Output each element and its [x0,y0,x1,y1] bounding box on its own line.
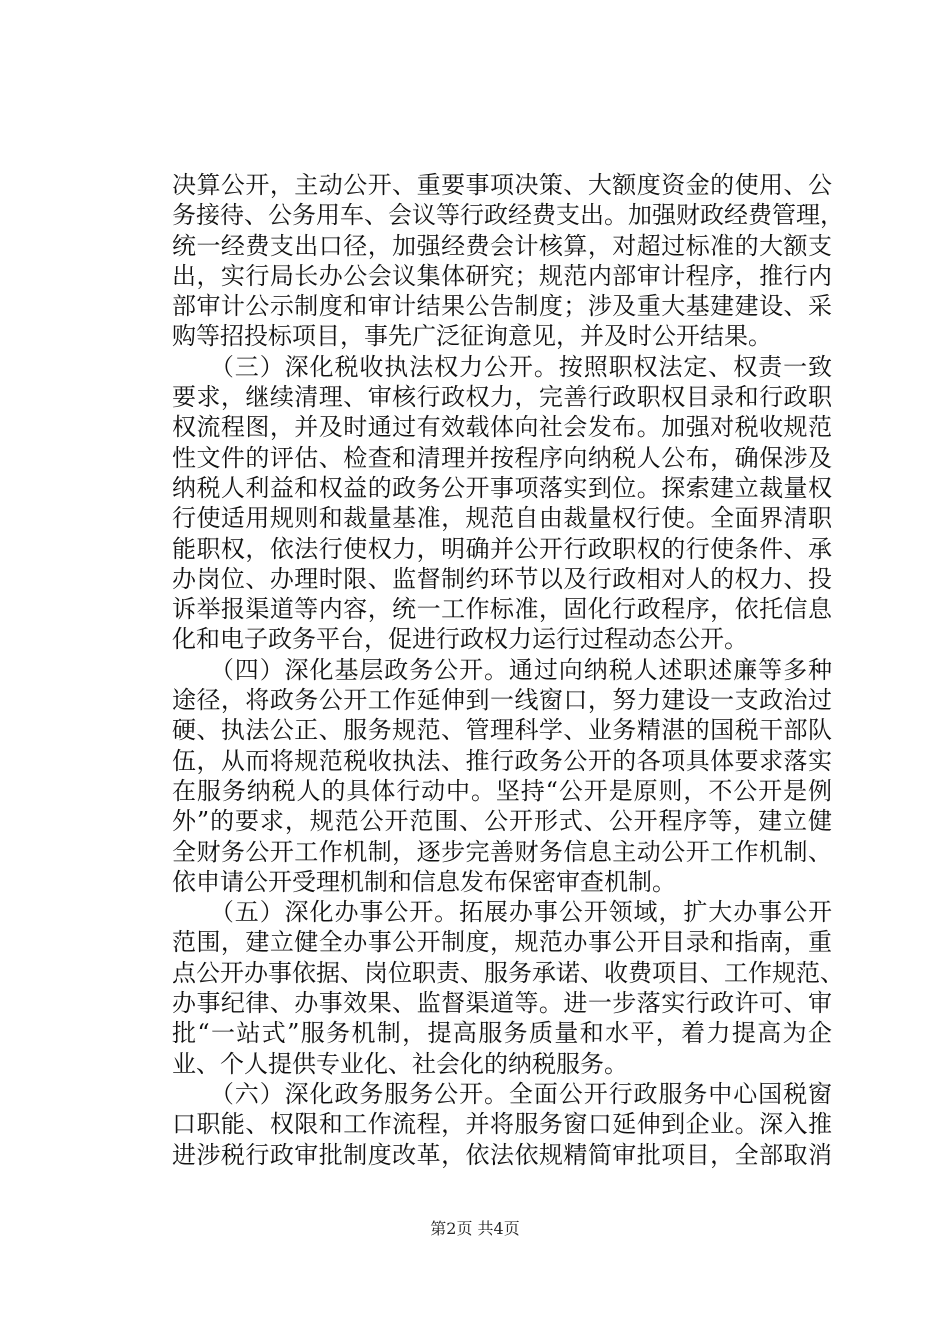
text-line: （三）深化税收执法权力公开。按照职权法定、权责一致 [172,352,832,381]
text-line: 在服务纳税人的具体行动中。坚持“公开是原则，不公开是例 [172,776,832,805]
text-line: 伍，从而将规范税收执法、推行政务公开的各项具体要求落实 [172,746,832,775]
text-line: 点公开办事依据、岗位职责、服务承诺、收费项目、工作规范、 [172,958,844,987]
text-line: 纳税人利益和权益的政务公开事项落实到位。探索建立裁量权 [172,473,832,502]
text-line: 诉举报渠道等内容，统一工作标准，固化行政程序，依托信息 [172,595,832,624]
text-line: 化和电子政务平台，促进行政权力运行过程动态公开。 [172,625,748,654]
paragraph [172,897,844,1079]
text-line: 出，实行局长办公会议集体研究；规范内部审计程序，推行内 [172,261,832,290]
text-line: （六）深化政务服务公开。全面公开行政服务中心国税窗 [172,1079,832,1108]
text-line: 权流程图，并及时通过有效载体向社会发布。加强对税收规范 [172,413,832,442]
paragraph [172,352,832,655]
text-line: 批“一站式”服务机制，提高服务质量和水平，着力提高为企 [172,1019,832,1048]
text-line: 范围，建立健全办事公开制度，规范办事公开目录和指南，重 [172,928,832,957]
text-line: 行使适用规则和裁量基准，规范自由裁量权行使。全面界清职 [172,504,832,533]
text-line: 统一经费支出口径，加强经费会计核算，对超过标准的大额支 [172,231,832,260]
text-line: （四）深化基层政务公开。通过向纳税人述职述廉等多种 [172,655,832,684]
paragraph [172,170,844,352]
text-line: 务接待、公务用车、会议等行政经费支出。加强财政经费管理， [172,201,844,230]
text-line: 外”的要求，规范公开范围、公开形式、公开程序等，建立健 [172,807,832,836]
page-footer: 第2页 共4页 [430,1219,520,1238]
text-line: 性文件的评估、检查和清理并按程序向纳税人公布，确保涉及 [172,443,832,472]
text-line: 依申请公开受理机制和信息发布保密审查机制。 [172,867,676,896]
text-line: 要求，继续清理、审核行政权力，完善行政职权目录和行政职 [172,383,832,412]
text-line: 进涉税行政审批制度改革，依法依规精简审批项目，全部取消 [172,1140,832,1169]
text-line: 办岗位、办理时限、监督制约环节以及行政相对人的权力、投 [172,564,832,593]
paragraph [172,655,832,897]
text-line: 全财务公开工作机制，逐步完善财务信息主动公开工作机制、 [172,837,832,866]
paragraph [172,1079,832,1170]
text-line: 部审计公示制度和审计结果公告制度；涉及重大基建建设、采 [172,292,832,321]
text-line: 购等招投标项目，事先广泛征询意见，并及时公开结果。 [172,322,772,351]
text-line: 途径，将政务公开工作延伸到一线窗口，努力建设一支政治过 [172,686,832,715]
document-body [172,170,844,1170]
text-line: 口职能、权限和工作流程，并将服务窗口延伸到企业。深入推 [172,1110,832,1139]
text-line: （五）深化办事公开。拓展办事公开领域，扩大办事公开 [172,898,832,927]
text-line: 业、个人提供专业化、社会化的纳税服务。 [172,1049,628,1078]
text-line: 能职权，依法行使权力，明确并公开行政职权的行使条件、承 [172,534,832,563]
text-line: 决算公开，主动公开、重要事项决策、大额度资金的使用、公 [172,171,832,199]
text-line: 硬、执法公正、服务规范、管理科学、业务精湛的国税干部队 [172,716,832,745]
text-line: 办事纪律、办事效果、监督渠道等。进一步落实行政许可、审 [172,989,832,1018]
